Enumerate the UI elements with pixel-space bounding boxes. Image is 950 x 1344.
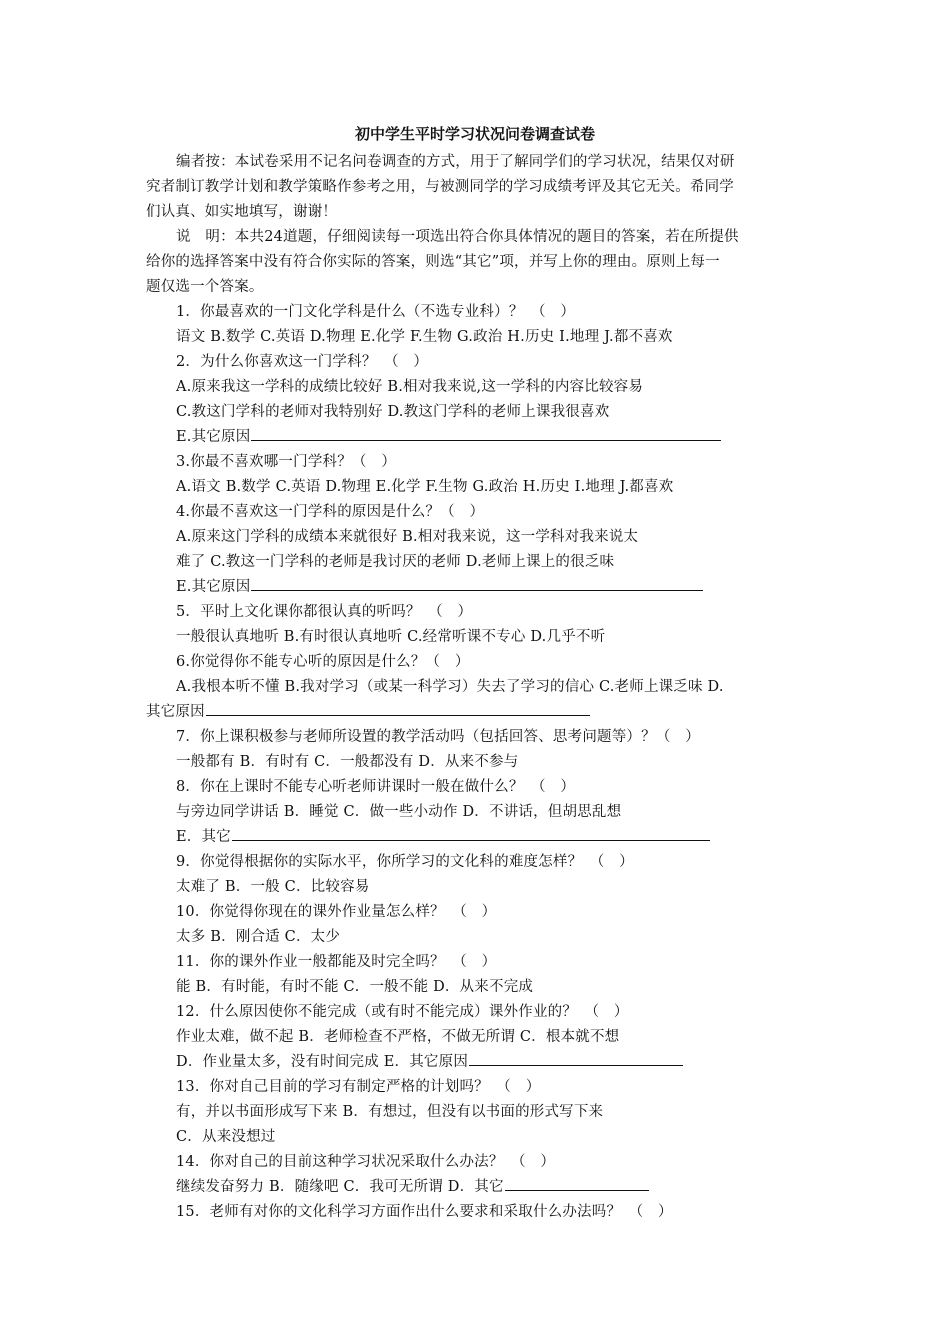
instructions-line: 给你的选择答案中没有符合你实际的答案，则选“其它”项，并写上你的理由。原则上每一 — [146, 254, 720, 270]
editor-note-line: 们认真、如实地填写，谢谢！ — [146, 204, 338, 220]
other-label: 其它原因 — [146, 704, 205, 720]
question-options: A.语文 B.数学 C.英语 D.物理 E.化学 F.生物 G.政治 H.历史 I.地理 J.都喜欢 — [176, 479, 674, 495]
question-options: 作业太难，做不起 B．老师检查不严格，不做无所谓 C．根本就不想 — [176, 1029, 620, 1045]
question-options: A.原来我这一学科的成绩比较好 B.相对我来说,这一学科的内容比较容易 — [176, 379, 644, 395]
answer-blank[interactable] — [206, 714, 590, 716]
question-options: 一般很认真地听 B.有时很认真地听 C.经常听课不专心 D.几乎不听 — [176, 629, 606, 645]
question-options: A.原来这门学科的成绩本来就很好 B.相对我来说，这一学科对我来说太 — [176, 529, 639, 545]
question-options: 太多 B．刚合适 C．太少 — [176, 929, 341, 945]
question-other-line — [176, 827, 710, 847]
other-label: E.其它原因 — [176, 429, 251, 445]
question-other-line — [176, 427, 721, 447]
editor-note-line: 编者按：本试卷采用不记名问卷调查的方式，用于了解同学们的学习状况，结果仅对研 — [176, 154, 735, 170]
question-text: 7．你上课积极参与老师所设置的教学活动吗（包括回答、思考问题等）？（ ） — [176, 729, 700, 745]
answer-blank[interactable] — [469, 1064, 683, 1066]
question-options: C．从来没想过 — [176, 1129, 276, 1145]
question-text: 8．你在上课时不能专心听老师讲课时一般在做什么？ （ ） — [176, 779, 576, 795]
question-options: 能 B．有时能，有时不能 C．一般不能 D．从来不完成 — [176, 979, 534, 995]
page-title: 初中学生平时学习状况问卷调查试卷 — [354, 125, 595, 143]
question-options: 有，并以书面形成写下来 B．有想过，但没有以书面的形式写下来 — [176, 1104, 604, 1120]
question-other-line — [176, 1177, 649, 1197]
question-options: A.我根本听不懂 B.我对学习（或某一科学习）失去了学习的信心 C.老师上课乏味 D. — [176, 679, 724, 695]
question-text: 6.你觉得你不能专心听的原因是什么？（ ） — [176, 654, 470, 670]
question-options: 太难了 B．一般 C．比较容易 — [176, 879, 370, 895]
other-label: D．作业量太多，没有时间完成 E．其它原因 — [176, 1054, 469, 1070]
question-other-line — [176, 1052, 683, 1072]
question-text: 4.你最不喜欢这一门学科的原因是什么？（ ） — [176, 504, 485, 520]
question-text: 15．老师有对你的文化科学习方面作出什么要求和采取什么办法吗？ （ ） — [176, 1204, 673, 1220]
answer-blank[interactable] — [505, 1189, 649, 1191]
question-other-line — [146, 702, 590, 722]
question-text: 13．你对自己目前的学习有制定严格的计划吗？ （ ） — [176, 1079, 541, 1095]
question-options: C.教这门学科的老师对我特别好 D.教这门学科的老师上课我很喜欢 — [176, 404, 610, 420]
question-options: 语文 B.数学 C.英语 D.物理 E.化学 F.生物 G.政治 H.历史 I.地理 J.都不喜欢 — [176, 329, 673, 345]
question-text: 1．你最喜欢的一门文化学科是什么（不选专业科）？ （ ） — [176, 304, 576, 320]
instructions-line: 说 明：本共24道题，仔细阅读每一项选出符合你具体情况的题目的答案，若在所提供 — [176, 229, 739, 245]
instructions-line: 题仅选一个答案。 — [146, 279, 264, 295]
answer-blank[interactable] — [232, 839, 710, 841]
question-text: 12．什么原因使你不能完成（或有时不能完成）课外作业的？ （ ） — [176, 1004, 629, 1020]
question-options: 难了 C.教这一门学科的老师是我讨厌的老师 D.老师上课上的很乏味 — [176, 554, 615, 570]
question-text: 10．你觉得你现在的课外作业量怎么样？ （ ） — [176, 904, 497, 920]
other-label: 继续发奋努力 B．随缘吧 C．我可无所谓 D．其它 — [176, 1179, 504, 1195]
question-text: 14．你对自己的目前这种学习状况采取什么办法？ （ ） — [176, 1154, 556, 1170]
question-text: 9．你觉得根据你的实际水平，你所学习的文化科的难度怎样？ （ ） — [176, 854, 634, 870]
question-text: 5．平时上文化课你都很认真的听吗？ （ ） — [176, 604, 473, 620]
editor-note-line: 究者制订教学计划和教学策略作参考之用，与被测同学的学习成绩考评及其它无关。希同学 — [146, 179, 734, 195]
question-text: 11．你的课外作业一般都能及时完全吗？ （ ） — [176, 954, 497, 970]
other-label: E．其它 — [176, 829, 231, 845]
question-options: 与旁边同学讲话 B．睡觉 C．做一些小动作 D．不讲话，但胡思乱想 — [176, 804, 622, 820]
answer-blank[interactable] — [251, 589, 703, 591]
other-label: E.其它原因 — [176, 579, 251, 595]
answer-blank[interactable] — [251, 439, 721, 441]
question-text: 3.你最不喜欢哪一门学科？（ ） — [176, 454, 397, 470]
question-other-line — [176, 577, 703, 597]
question-text: 2．为什么你喜欢这一门学科？ （ ） — [176, 354, 429, 370]
question-options: 一般都有 B．有时有 C．一般都没有 D．从来不参与 — [176, 754, 519, 770]
